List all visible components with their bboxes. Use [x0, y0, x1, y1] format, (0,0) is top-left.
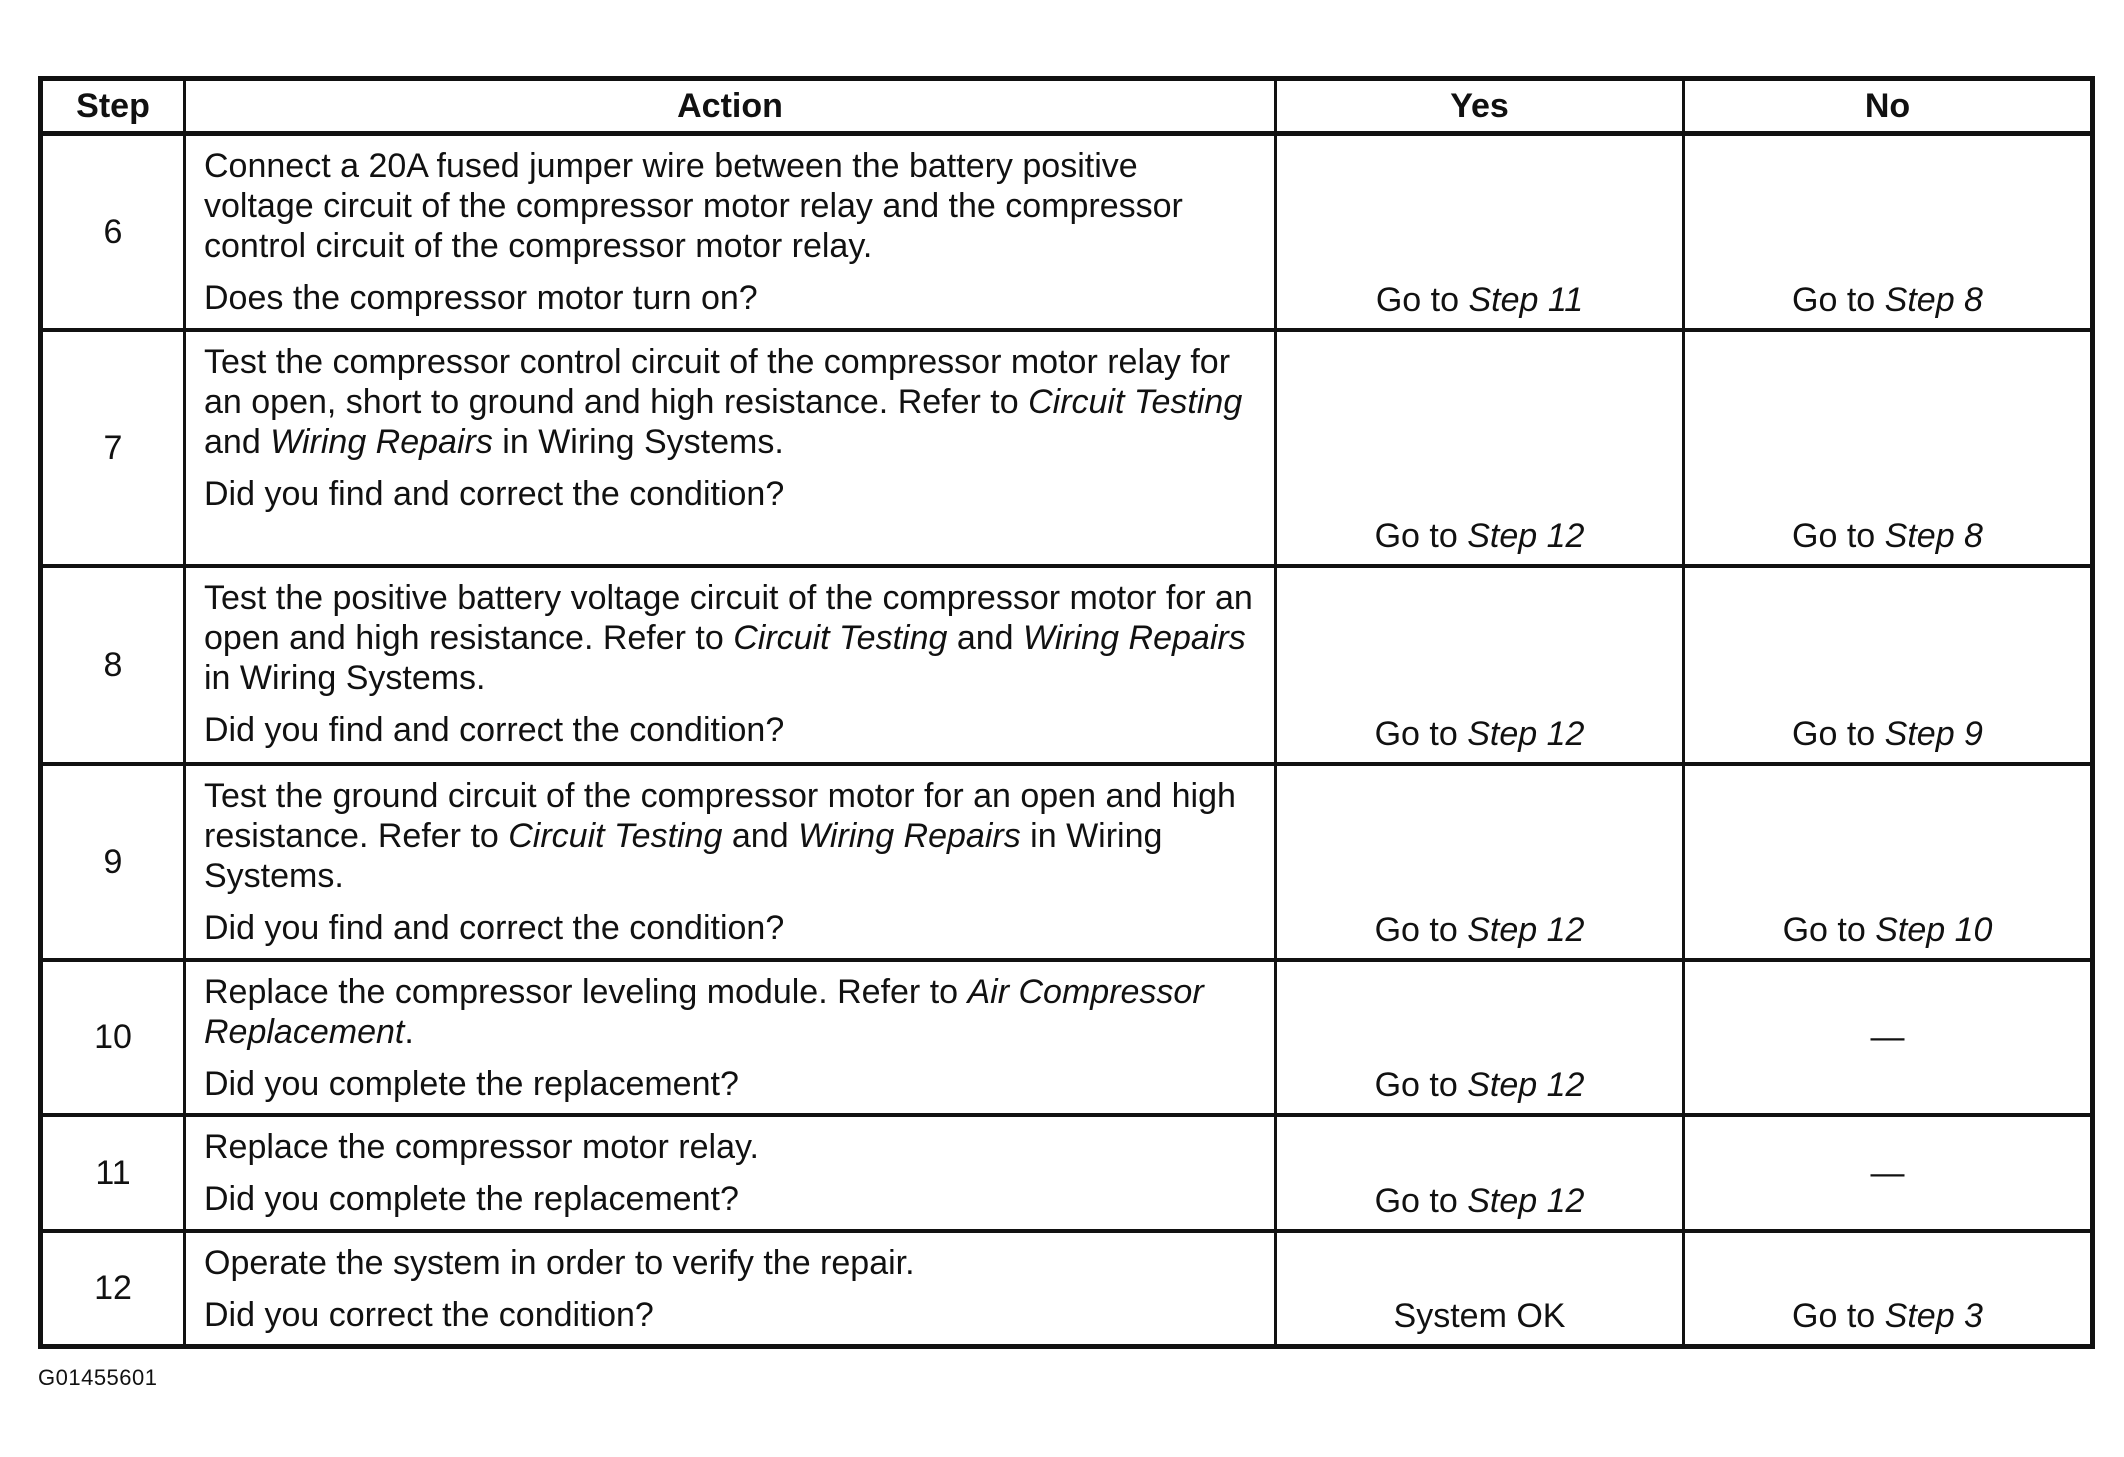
action-question: Did you complete the replacement? [204, 1179, 739, 1218]
action-question: Did you find and correct the condition? [204, 710, 785, 749]
yes-prefix: Go to [1374, 1181, 1458, 1220]
yes-step-link[interactable]: Step 12 [1467, 1065, 1585, 1104]
step-number: 7 [41, 330, 185, 566]
yes-cell [1276, 1115, 1684, 1231]
yes-prefix: Go to [1374, 714, 1458, 753]
action-question: Did you find and correct the condition? [204, 474, 785, 513]
circuit-testing-reference[interactable]: Circuit Testing [1028, 382, 1243, 421]
air-compressor-replacement-reference[interactable]: Air Compressor Replacement [204, 972, 1204, 1051]
circuit-testing-reference[interactable]: Circuit Testing [733, 618, 948, 657]
action-text-part: Test the ground circuit of the compressor motor for an open and high resistance. Refer to [204, 776, 1236, 855]
action-cell [185, 566, 1276, 764]
action-text [204, 342, 1254, 462]
wiring-repairs-reference[interactable]: Wiring Repairs [270, 422, 493, 461]
no-prefix: Go to [1792, 714, 1876, 753]
action-cell [185, 960, 1276, 1115]
action-text [204, 776, 1254, 896]
step-number: 6 [41, 134, 185, 330]
header-action: Action [185, 79, 1276, 134]
action-text-part: Test the compressor control circuit of the compressor motor relay for an open, short to ground and high resistance. Refer to [204, 342, 1231, 421]
action-question: Did you find and correct the condition? [204, 908, 785, 947]
action-text: Connect a 20A fused jumper wire between the battery positive voltage circuit of the compressor motor relay and the compressor control circuit of the compressor motor relay. [204, 147, 1183, 265]
action-text: Replace the compressor motor relay. [204, 1127, 759, 1166]
table-row [41, 566, 2093, 764]
wiring-repairs-reference[interactable]: Wiring Repairs [1023, 618, 1246, 657]
header-yes: Yes [1276, 79, 1684, 134]
action-text-part: in Wiring Systems. [204, 658, 486, 697]
action-question: Did you correct the condition? [204, 1295, 654, 1334]
step-number: 8 [41, 566, 185, 764]
yes-step-link[interactable]: Step 12 [1467, 516, 1585, 555]
yes-cell [1276, 566, 1684, 764]
action-cell [185, 1231, 1276, 1347]
circuit-testing-reference[interactable]: Circuit Testing [508, 816, 723, 855]
no-prefix: Go to [1792, 1297, 1876, 1335]
yes-step-link[interactable]: Step 12 [1467, 910, 1585, 949]
action-question: Does the compressor motor turn on? [204, 279, 758, 317]
step-number: 10 [41, 960, 185, 1115]
yes-step-link[interactable]: Step 12 [1467, 1181, 1585, 1220]
no-step-link[interactable]: Step 8 [1884, 280, 1983, 319]
no-prefix: Go to [1792, 280, 1876, 319]
no-prefix: Go to [1782, 910, 1866, 949]
action-cell [185, 134, 1276, 330]
yes-cell [1276, 764, 1684, 960]
step-number: 11 [41, 1115, 185, 1231]
action-text-part: . [404, 1012, 414, 1051]
action-text-part: Test the positive battery voltage circuit of the compressor motor for an open and high resistance. Refer to [204, 578, 1253, 657]
no-step-link[interactable]: Step 8 [1884, 516, 1983, 555]
action-text-part: and [731, 816, 789, 855]
no-dash: — [1870, 1018, 1905, 1056]
table-row [41, 1231, 2093, 1347]
yes-prefix: Go to [1374, 1065, 1458, 1104]
action-cell [185, 1115, 1276, 1231]
no-dash: — [1870, 1153, 1905, 1192]
table-row [41, 330, 2093, 566]
action-text: Operate the system in order to verify the repair. [204, 1243, 915, 1282]
wiring-repairs-reference[interactable]: Wiring Repairs [798, 816, 1021, 855]
step-number: 9 [41, 764, 185, 960]
yes-prefix: Go to [1374, 910, 1458, 949]
yes-cell [1276, 330, 1684, 566]
no-cell [1684, 1115, 2093, 1231]
no-cell [1684, 1231, 2093, 1347]
action-text [204, 972, 1254, 1052]
table-row [41, 960, 2093, 1115]
action-question: Did you complete the replacement? [204, 1064, 739, 1103]
action-text-part: Replace the compressor leveling module. Refer to [204, 972, 959, 1011]
no-step-link[interactable]: Step 3 [1884, 1297, 1983, 1335]
table-row [41, 764, 2093, 960]
yes-system-ok: System OK [1393, 1297, 1566, 1335]
step-number: 12 [41, 1231, 185, 1347]
action-text-part: in Wiring Systems. [502, 422, 784, 461]
action-text-part: and [956, 618, 1014, 657]
figure-id: G01455601 [38, 1365, 158, 1390]
table-header-row [41, 79, 2093, 134]
diagnostic-table-container [38, 76, 2090, 1349]
header-no: No [1684, 79, 2093, 134]
no-cell [1684, 960, 2093, 1115]
action-text [204, 578, 1254, 698]
no-cell [1684, 764, 2093, 960]
no-cell [1684, 330, 2093, 566]
no-step-link[interactable]: Step 9 [1884, 714, 1983, 753]
action-cell [185, 764, 1276, 960]
action-text-part: in Wiring Systems. [204, 816, 1163, 895]
no-step-link[interactable]: Step 10 [1875, 910, 1993, 949]
no-prefix: Go to [1792, 516, 1876, 555]
yes-cell [1276, 1231, 1684, 1347]
yes-prefix: Go to [1375, 280, 1460, 319]
no-cell [1684, 566, 2093, 764]
action-text-part: and [204, 422, 261, 461]
table-row [41, 1115, 2093, 1231]
yes-step-link[interactable]: Step 11 [1468, 280, 1584, 319]
action-cell [185, 330, 1276, 566]
header-step: Step [41, 79, 185, 134]
table-row [41, 134, 2093, 330]
yes-step-link[interactable]: Step 12 [1467, 714, 1585, 753]
yes-prefix: Go to [1374, 516, 1458, 555]
no-cell [1684, 134, 2093, 330]
yes-cell [1276, 134, 1684, 330]
diagnostic-table [38, 76, 2095, 1349]
yes-cell [1276, 960, 1684, 1115]
